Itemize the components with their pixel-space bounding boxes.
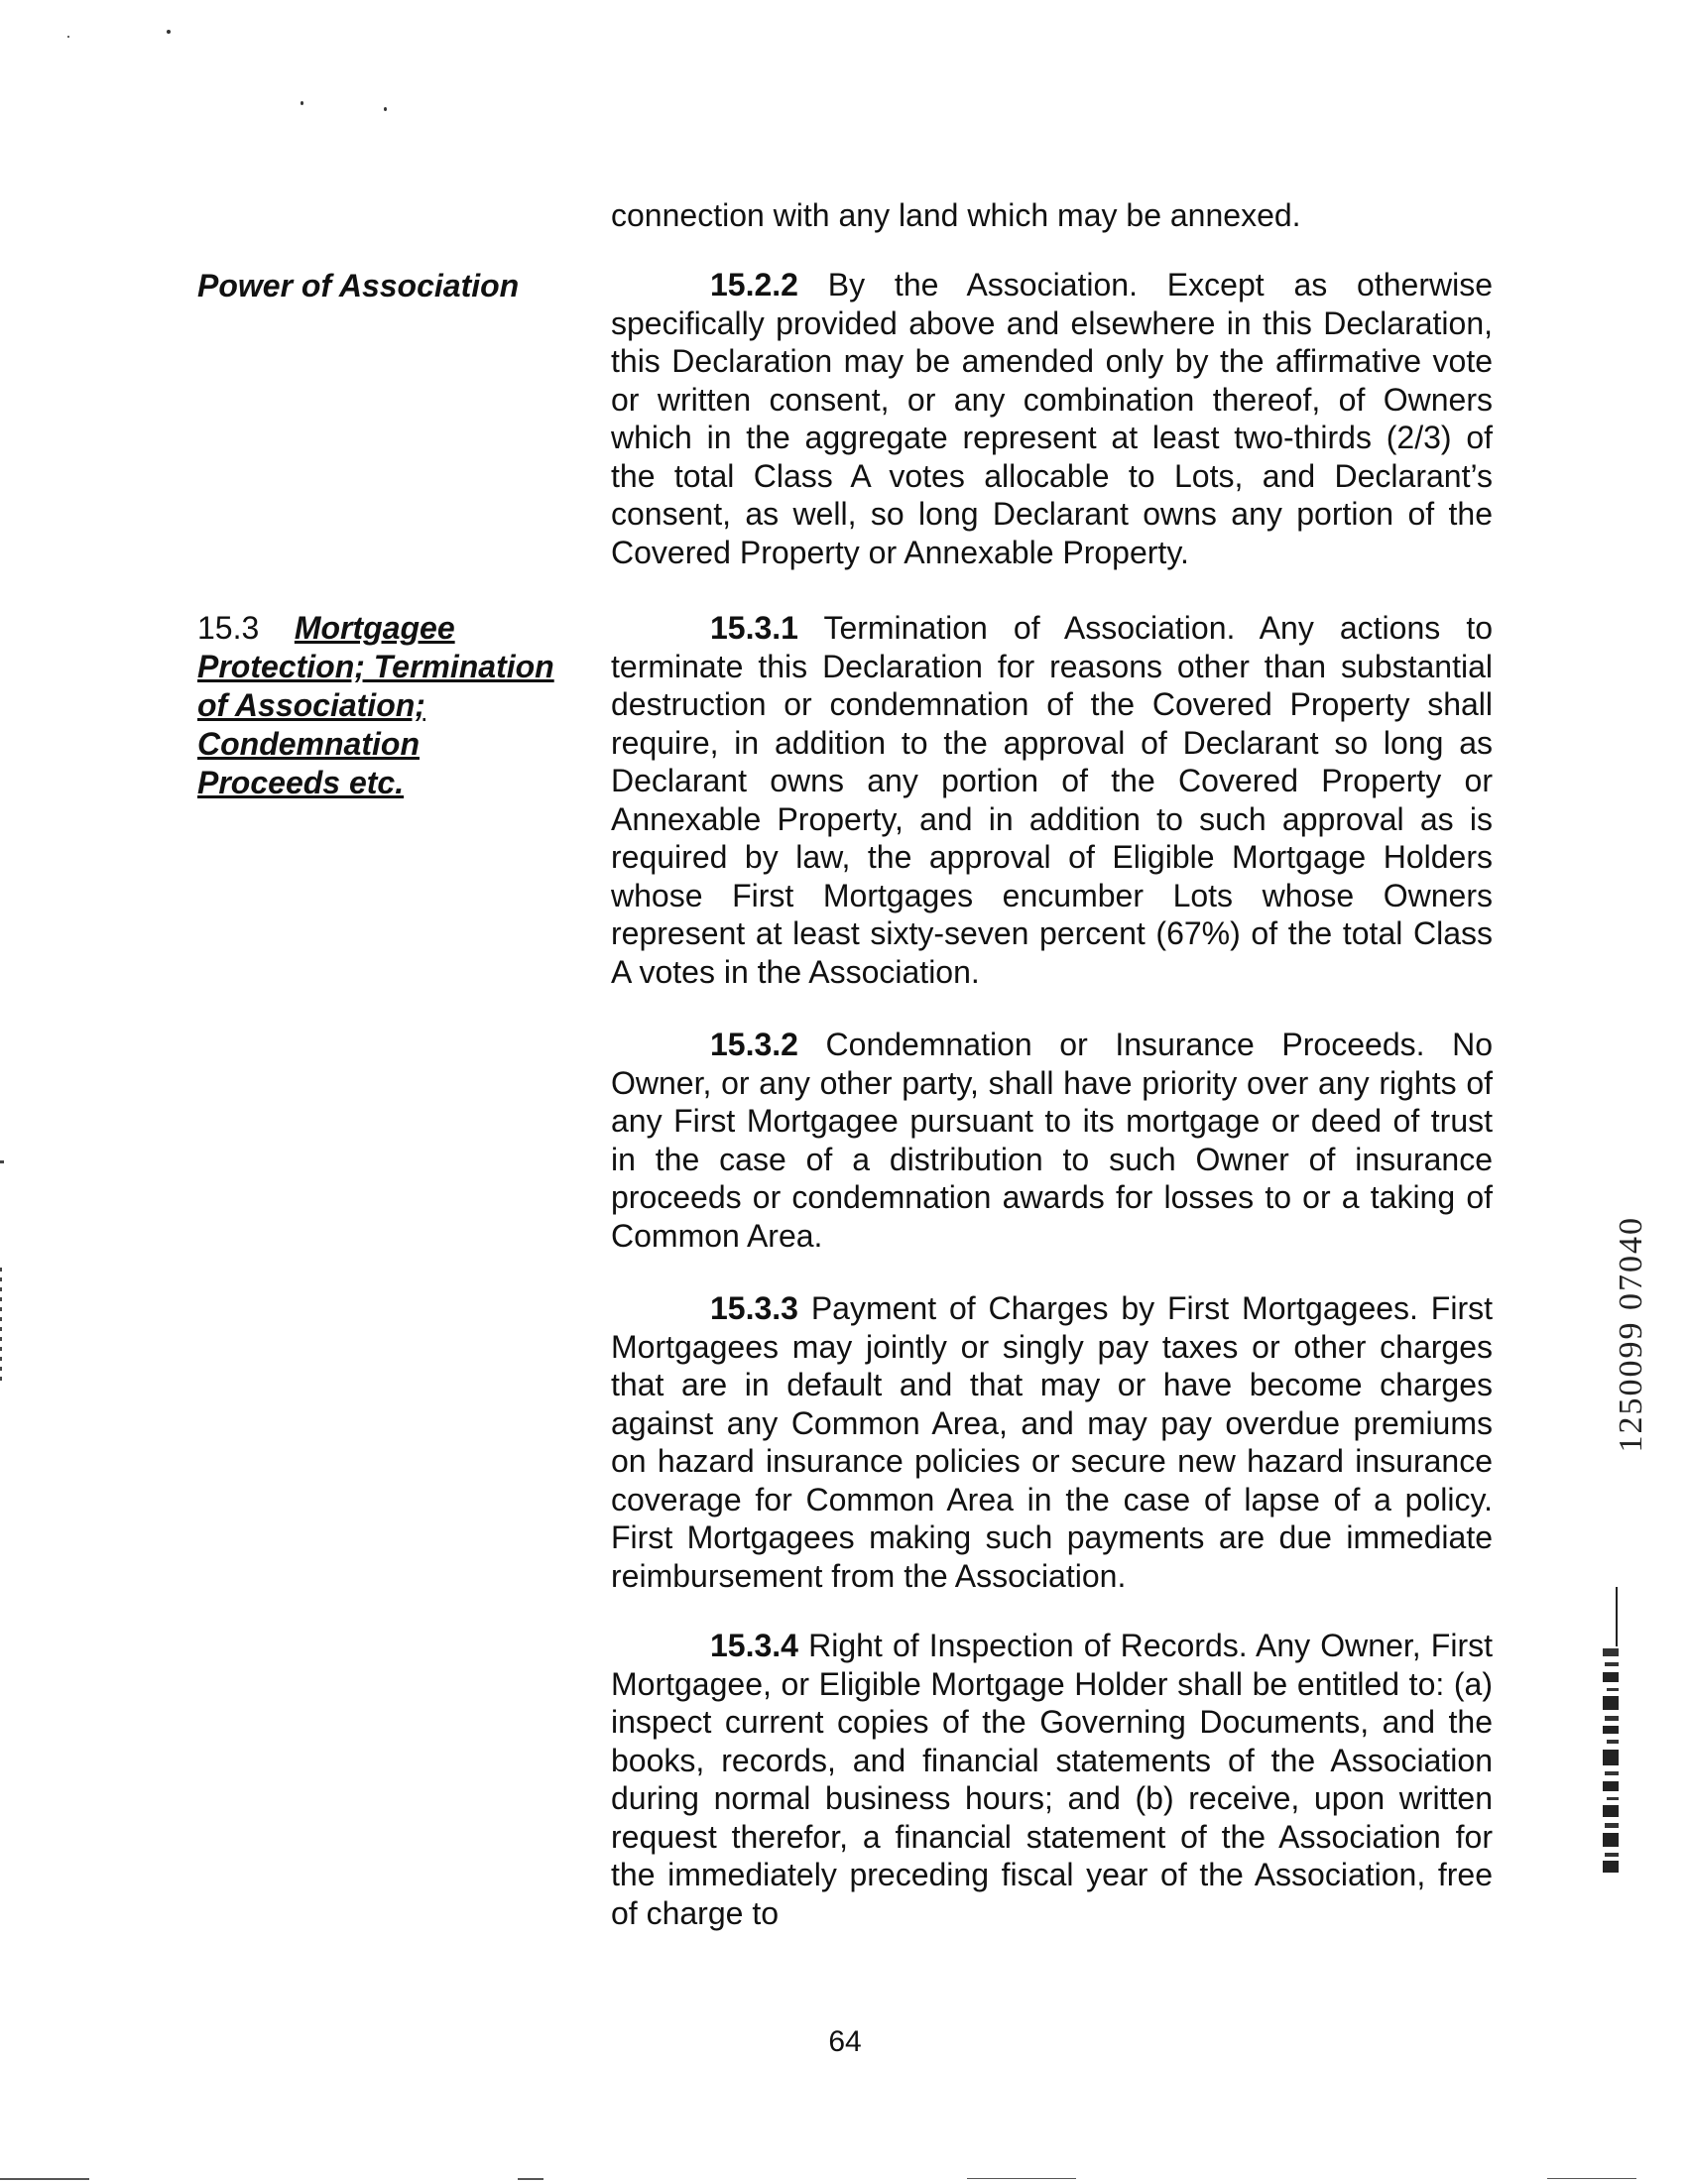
mortgagee-heading-line1: 15.3 Mortgagee [197,610,455,646]
scan-speck [67,36,69,38]
sidebar-heading-mortgagee [197,609,584,802]
paragraph-text: connection with any land which may be annexed. [611,197,1301,233]
mortgagee-heading-line4: Condemnation [197,726,420,762]
page-number: 64 [828,2025,862,2058]
mortgagee-heading-line3: of Association; [197,687,425,723]
paragraph-15-3-1 [611,609,1493,991]
paragraph-number: 15.3.3 [710,1290,798,1326]
scan-bottom-rule [1547,2178,1636,2179]
paragraph-15-2-2 [611,266,1493,571]
power-heading-text: Power of Association [197,268,520,303]
paragraph-number: 15.3.1 [710,610,798,646]
paragraph-text: By the Association. Except as otherwise specifically provided above and elsewhere in this Declaration, this Declaration may be amended only by the affirmative vote or written consent, or any combination thereof, of Owners which in the aggregate represent at least two-thirds (2/3) of the total Class A votes allocable to Lots, and Declarant’s consent, as well, so long Declarant owns any portion of the Covered Property or Annexable Property. [611,267,1493,570]
paragraph-15-3-3 [611,1289,1493,1595]
scan-bottom-rule [0,2178,89,2180]
recording-stamp-number: 1250099 07040 [1613,1216,1649,1453]
mortgagee-heading-line2: Protection; Termination [197,649,554,684]
section-number: 15.3 [197,610,260,646]
scan-bottom-rule [518,2178,543,2180]
paragraph-15-3-4 [611,1627,1493,1932]
scan-bottom-rule [967,2178,1076,2179]
scan-speck [384,107,387,111]
paragraph-number: 15.3.2 [710,1027,798,1062]
paragraph-number: 15.3.4 [710,1628,798,1663]
paragraph-continuation [611,196,1493,235]
mortgagee-heading-line5: Proceeds etc. [197,765,405,800]
sidebar-heading-power [197,267,584,305]
scan-speck [301,101,303,105]
recorder-barcode-mark [1601,1587,1623,1877]
scan-edge-mark [0,1268,2,1385]
paragraph-text: Condemnation or Insurance Proceeds. No Owner, or any other party, shall have priority over any rights of any First Mortgagee pursuant to its mortgage or deed of trust in the case of a distribution to such Owner of insurance proceeds or condemnation awards for losses to or a taking of Common Area. [611,1027,1493,1254]
paragraph-number: 15.2.2 [710,267,798,303]
paragraph-15-3-2 [611,1026,1493,1255]
paragraph-text: Payment of Charges by First Mortgagees. First Mortgagees may jointly or singly pay taxes or other charges that are in default and that may or have become charges against any Common Area, and may pay overdue premiums on hazard insurance policies or secure new hazard insurance coverage for Common Area in the case of lapse of a policy. First Mortgagees making such payments are due immediate reimbursement from the Association. [611,1290,1493,1594]
paragraph-text: Right of Inspection of Records. Any Owner, First Mortgagee, or Eligible Mortgage Holder shall be entitled to: (a) inspect current copies of the Governing Documents, and the books, records, and financial statements of the Association during normal business hours; and (b) receive, upon written request therefor, a financial statement of the Association for the immediately preceding fiscal year of the Association, free of charge to [611,1628,1493,1931]
scan-speck [167,30,171,34]
scan-edge-mark [0,1160,4,1163]
paragraph-text: Termination of Association. Any actions to terminate this Declaration for reasons other than substantial destruction or condemnation of the Covered Property shall require, in addition to the approval of Declarant so long as Declarant owns any portion of the Covered Property or Annexable Property, and in addition to such approval as is required by law, the approval of Eligible Mortgage Holders whose First Mortgages encumber Lots whose Owners represent at least sixty-seven percent (67%) of the total Class A votes in the Association. [611,610,1493,990]
